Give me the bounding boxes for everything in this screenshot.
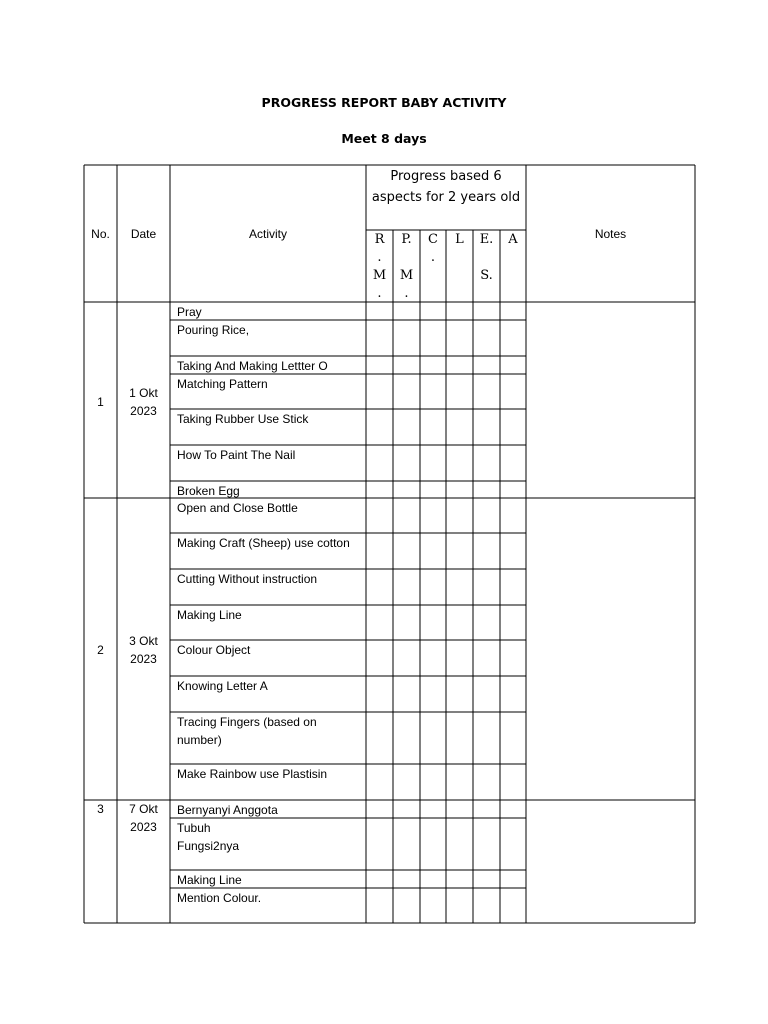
activity-cell: Open and Close Bottle [177, 501, 298, 515]
aspect-header: E. S. [479, 232, 494, 283]
aspect-header: P. M . [399, 232, 414, 301]
row-number: 1 [97, 395, 104, 409]
activity-cell: Knowing Letter A [177, 679, 268, 693]
header-progress: Progress based 6 aspects for 2 years old [371, 169, 521, 205]
header-activity: Activity [248, 227, 287, 241]
header-date: Date [130, 227, 157, 241]
row-date: 1 Okt 2023 [129, 386, 158, 418]
aspect-header: R . M . [372, 232, 387, 301]
activity-cell: Making Line [177, 873, 242, 887]
aspect-header: A [508, 232, 518, 247]
activity-cell: Make Rainbow use Plastisin [177, 767, 328, 781]
row-date: 7 Okt 2023 [129, 802, 158, 834]
activity-cell: Matching Pattern [177, 377, 268, 391]
activity-cell: Pouring Rice, [177, 323, 250, 337]
aspect-header: L [455, 232, 464, 247]
activity-cell: Tubuh Fungsi2nya [177, 821, 240, 853]
activity-cell: Making Line [177, 608, 242, 622]
row-number: 3 [97, 802, 104, 816]
header-no: No. [91, 227, 110, 241]
activity-cell: Mention Colour. [177, 891, 262, 905]
activity-cell: Tracing Fingers (based on number) [177, 715, 317, 747]
activity-cell: Bernyanyi Anggota [177, 803, 278, 817]
activity-cell: Taking And Making Lettter O [177, 359, 328, 373]
activity-cell: Broken Egg [177, 484, 240, 498]
header-notes: Notes [594, 227, 627, 241]
document-subtitle: Meet 8 days [341, 131, 427, 146]
document-title: PROGRESS REPORT BABY ACTIVITY [261, 95, 507, 110]
activity-cell: Making Craft (Sheep) use cotton [177, 536, 350, 550]
row-number: 2 [97, 643, 104, 657]
activity-cell: Taking Rubber Use Stick [177, 412, 309, 426]
row-date: 3 Okt 2023 [129, 634, 158, 666]
activity-cell: Colour Object [177, 643, 251, 657]
activity-cell: Pray [177, 305, 202, 319]
aspect-header: C . [428, 232, 438, 265]
activity-cell: How To Paint The Nail [177, 448, 296, 462]
activity-cell: Cutting Without instruction [177, 572, 318, 586]
